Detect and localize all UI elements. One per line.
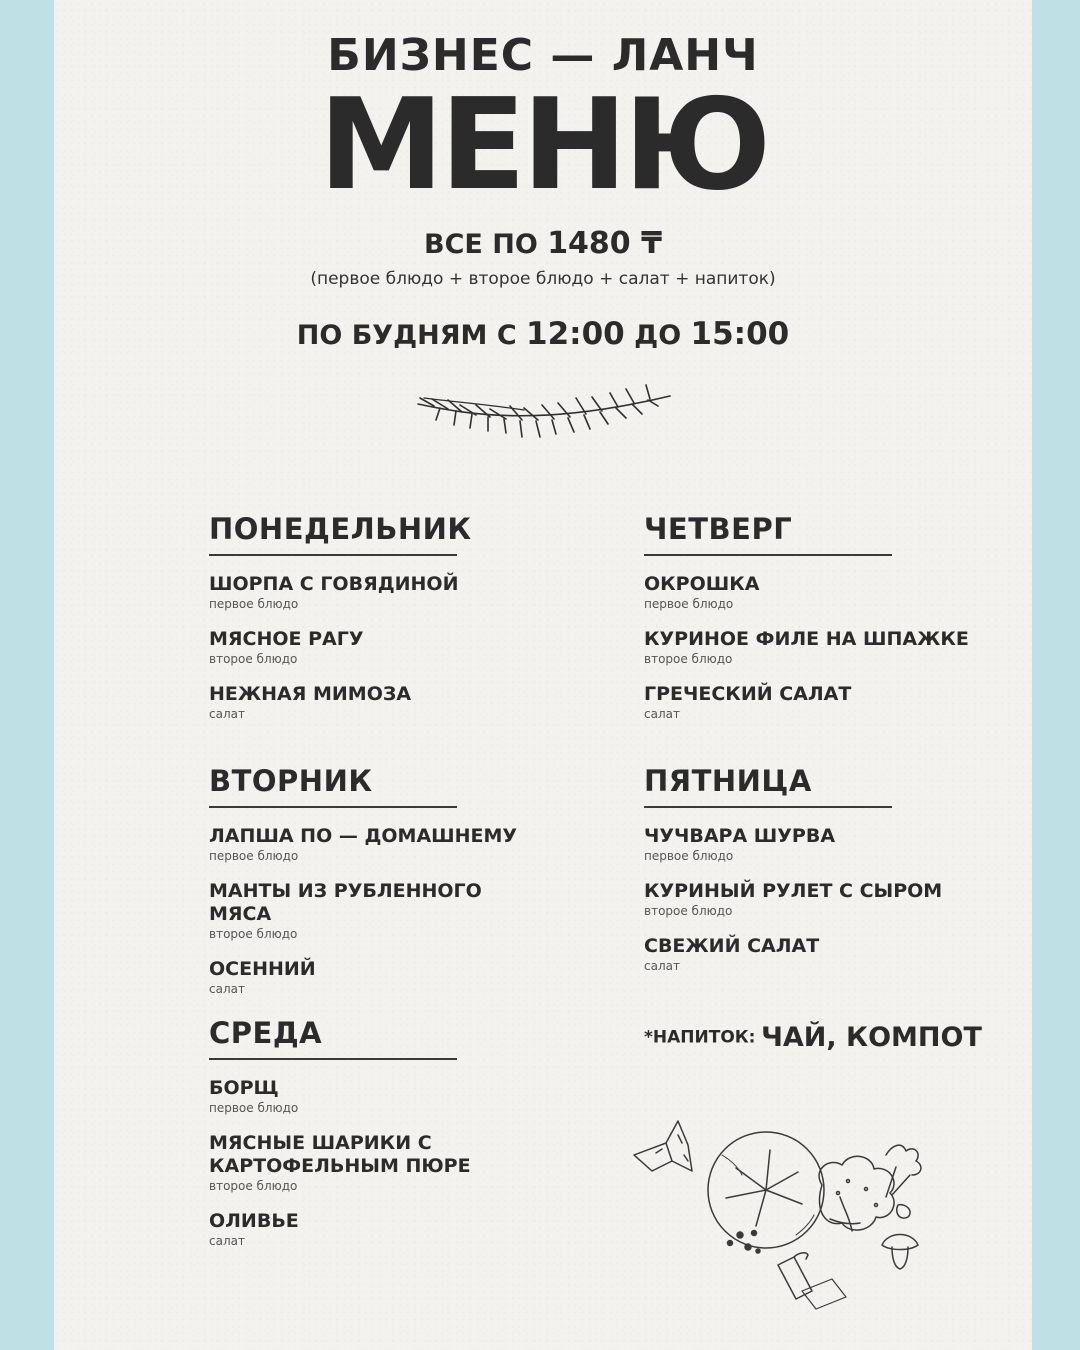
menu-sheet xyxy=(54,0,1032,1350)
dish-name: ШОРПА С ГОВЯДИНОЙ xyxy=(209,573,459,595)
dish-name: МАНТЫ ИЗ РУБЛЕННОГО МЯСА xyxy=(209,880,482,925)
price-line xyxy=(54,226,1032,261)
dish-name: ОЛИВЬЕ xyxy=(209,1210,299,1232)
dish-item xyxy=(209,880,539,941)
dish-item xyxy=(209,825,539,863)
dish-name: КУРИНОЕ ФИЛЕ НА ШПАЖКЕ xyxy=(644,628,969,650)
dish-type: второе блюдо xyxy=(209,1179,298,1193)
dish-name: ЛАПША ПО — ДОМАШНЕМУ xyxy=(209,825,518,847)
dish-name: ГРЕЧЕСКИЙ САЛАТ xyxy=(644,683,852,705)
day-wednesday xyxy=(209,1016,499,1248)
dish-name: СВЕЖИЙ САЛАТ xyxy=(644,935,820,957)
dish-type: второе блюдо xyxy=(209,652,298,666)
hours-from: 12:00 xyxy=(526,316,625,352)
dish-name: МЯСНОЕ РАГУ xyxy=(209,628,364,650)
dish-type: второе блюдо xyxy=(209,927,298,941)
day-tuesday xyxy=(209,764,539,996)
dish-item xyxy=(644,573,984,611)
dish-name: ЧУЧВАРА ШУРВА xyxy=(644,825,836,847)
dish-type: салат xyxy=(209,707,245,721)
day-divider xyxy=(209,1058,457,1060)
dish-item xyxy=(209,683,539,721)
combo-description: (первое блюдо + второе блюдо + салат + напиток) xyxy=(310,269,776,289)
day-title: ВТОРНИК xyxy=(209,764,373,798)
dish-item xyxy=(644,825,984,863)
vegetables-illustration-icon xyxy=(626,1115,946,1325)
day-divider xyxy=(644,554,892,556)
dish-type: первое блюдо xyxy=(209,1101,299,1115)
dish-type: первое блюдо xyxy=(644,597,734,611)
dish-type: второе блюдо xyxy=(644,652,733,666)
day-title: ПЯТНИЦА xyxy=(644,764,812,798)
drink-value: ЧАЙ, КОМПОТ xyxy=(761,1022,982,1053)
menu-title: МЕНЮ xyxy=(318,71,768,218)
dish-name: КУРИНЫЙ РУЛЕТ С СЫРОМ xyxy=(644,880,943,902)
dish-item xyxy=(209,628,539,666)
price-prefix: ВСЕ ПО xyxy=(423,229,538,260)
hours-prefix: ПО БУДНЯМ С xyxy=(296,320,517,351)
day-divider xyxy=(644,806,892,808)
dish-item xyxy=(209,1132,499,1193)
dish-type: второе блюдо xyxy=(644,904,733,918)
dish-type: первое блюдо xyxy=(209,849,299,863)
dish-item xyxy=(644,880,984,918)
dish-name: БОРЩ xyxy=(209,1077,279,1099)
day-title: СРЕДА xyxy=(209,1016,323,1050)
price-amount: 1480 ₸ xyxy=(547,226,663,261)
drink-note xyxy=(644,1022,982,1053)
dish-item xyxy=(644,935,984,973)
hours-line xyxy=(54,316,1032,352)
hours-mid: ДО xyxy=(634,320,682,351)
drink-label: *НАПИТОК: xyxy=(644,1027,756,1048)
dish-item xyxy=(209,1210,499,1248)
dish-name: ОКРОШКА xyxy=(644,573,760,595)
dish-type: салат xyxy=(209,982,245,996)
dish-type: первое блюдо xyxy=(644,849,734,863)
day-friday xyxy=(644,764,984,973)
rosemary-sprig-icon xyxy=(414,376,674,456)
dish-type: салат xyxy=(209,1234,245,1248)
day-title: ПОНЕДЕЛЬНИК xyxy=(209,512,472,546)
dish-item xyxy=(209,573,539,611)
day-divider xyxy=(209,806,457,808)
dish-type: первое блюдо xyxy=(209,597,299,611)
dish-item xyxy=(209,1077,499,1115)
dish-name: ОСЕННИЙ xyxy=(209,958,316,980)
hours-to: 15:00 xyxy=(690,316,790,352)
dish-item xyxy=(644,683,984,721)
menu-subtitle: БИЗНЕС — ЛАНЧ xyxy=(327,30,759,81)
dish-type: салат xyxy=(644,959,680,973)
dish-name: НЕЖНАЯ МИМОЗА xyxy=(209,683,412,705)
dish-name: МЯСНЫЕ ШАРИКИ С КАРТОФЕЛЬНЫМ ПЮРЕ xyxy=(209,1132,471,1177)
day-thursday xyxy=(644,512,984,721)
day-monday xyxy=(209,512,539,721)
dish-item xyxy=(644,628,984,666)
day-title: ЧЕТВЕРГ xyxy=(644,512,793,546)
dish-type: салат xyxy=(644,707,680,721)
dish-item xyxy=(209,958,539,996)
day-divider xyxy=(209,554,457,556)
